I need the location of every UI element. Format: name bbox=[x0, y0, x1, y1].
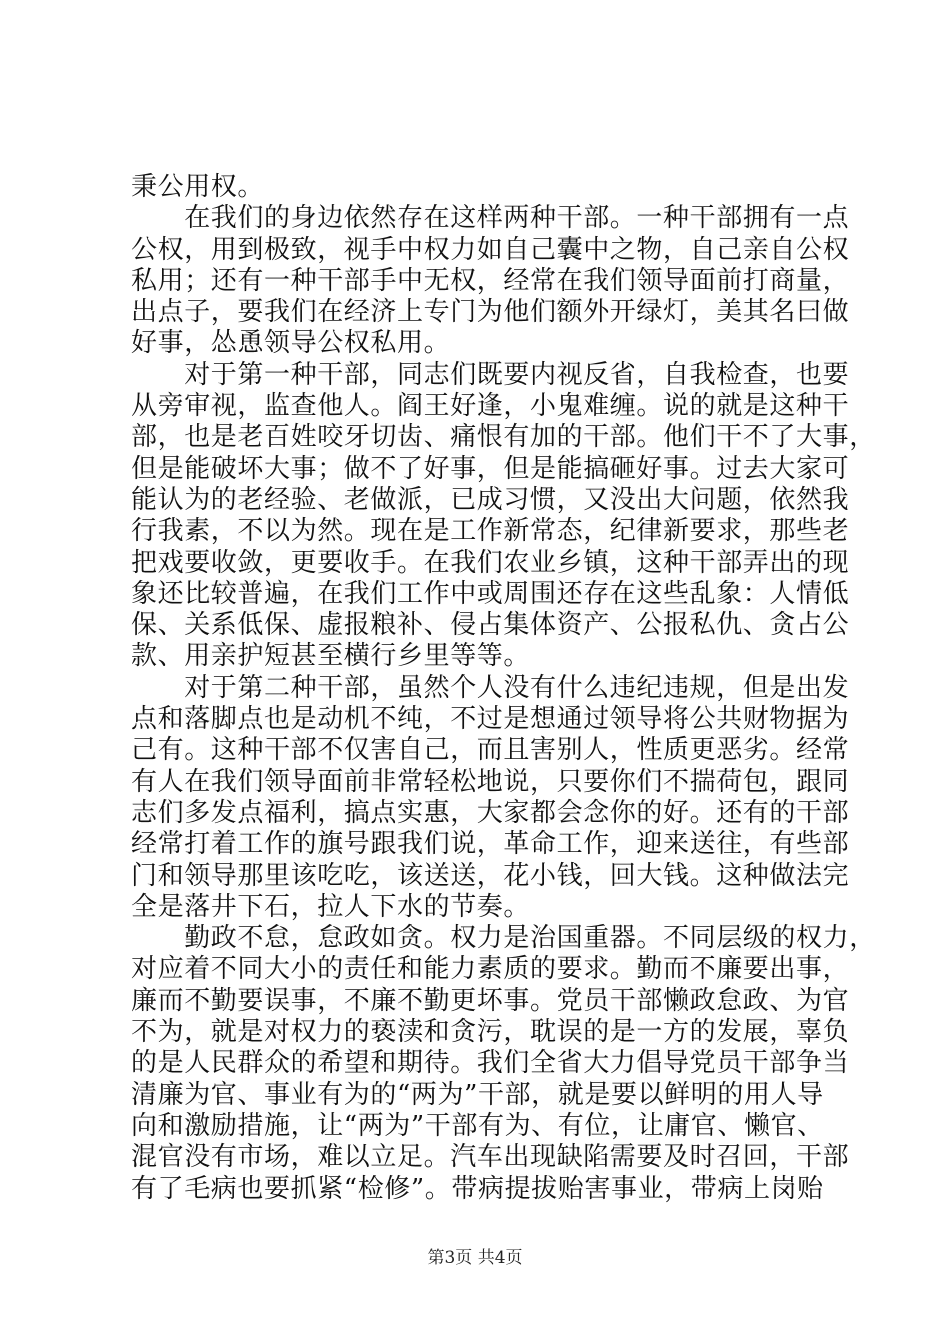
text-line: 出点子，要我们在经济上专门为他们额外开绿灯，美其名曰做 bbox=[131, 297, 850, 328]
text-line: 把戏要收敛，更要收手。在我们农业乡镇，这种干部弄出的现 bbox=[131, 547, 850, 578]
text-line: 全是落井下石，拉人下水的节奏。 bbox=[131, 891, 531, 922]
text-line: 混官没有市场，难以立足。汽车出现缺陷需要及时召回，干部 bbox=[131, 1142, 850, 1173]
text-line: 私用；还有一种干部手中无权，经常在我们领导面前打商量， bbox=[131, 265, 850, 296]
text-line: 秉公用权。 bbox=[131, 172, 265, 202]
text-line: 不为，就是对权力的亵渎和贪污，耽误的是一方的发展，辜负 bbox=[131, 1017, 850, 1048]
text-line: 在我们的身边依然存在这样两种干部。一种干部拥有一点 bbox=[131, 203, 850, 234]
text-line: 从旁审视，监查他人。阎王好逢，小鬼难缠。说的就是这种干 bbox=[131, 391, 850, 422]
text-line: 的是人民群众的希望和期待。我们全省大力倡导党员干部争当 bbox=[131, 1048, 850, 1079]
text-line: 对应着不同大小的责任和能力素质的要求。勤而不廉要出事， bbox=[131, 954, 850, 985]
text-line: 象还比较普遍，在我们工作中或周围还存在这些乱象：人情低 bbox=[131, 578, 850, 609]
text-line: 对于第二种干部，虽然个人没有什么违纪违规，但是出发 bbox=[131, 672, 850, 703]
text-line: 志们多发点福利，搞点实惠，大家都会念你的好。还有的干部 bbox=[131, 797, 850, 828]
text-line: 但是能破坏大事；做不了好事，但是能搞砸好事。过去大家可 bbox=[131, 453, 850, 484]
text-line: 点和落脚点也是动机不纯，不过是想通过领导将公共财物据为 bbox=[131, 704, 850, 735]
text-line: 廉而不勤要误事，不廉不勤更坏事。党员干部懒政怠政、为官 bbox=[131, 985, 850, 1016]
text-line: 公权，用到极致，视手中权力如自己囊中之物，自己亲自公权 bbox=[131, 234, 850, 265]
text-line: 有人在我们领导面前非常轻松地说，只要你们不揣荷包，跟同 bbox=[131, 766, 850, 797]
text-line: 好事，怂恿领导公权私用。 bbox=[131, 328, 451, 359]
text-line: 部，也是老百姓咬牙切齿、痛恨有加的干部。他们干不了大事， bbox=[131, 422, 876, 453]
page-footer: 第3页 共4页 bbox=[427, 1248, 523, 1268]
text-line: 门和领导那里该吃吃，该送送，花小钱，回大钱。这种做法完 bbox=[131, 860, 850, 891]
text-line: 己有。这种干部不仅害自己，而且害别人，性质更恶劣。经常 bbox=[131, 735, 850, 766]
text-line: 保、关系低保、虚报粮补、侵占集体资产、公报私仇、贪占公 bbox=[131, 610, 850, 641]
text-line: 向和激励措施，让“两为”干部有为、有位，让庸官、懒官、 bbox=[131, 1110, 824, 1141]
text-line: 行我素，不以为然。现在是工作新常态，纪律新要求，那些老 bbox=[131, 516, 850, 547]
text-line: 经常打着工作的旗号跟我们说，革命工作，迎来送往，有些部 bbox=[131, 829, 850, 860]
text-line: 勤政不怠，怠政如贪。权力是治国重器。不同层级的权力， bbox=[131, 923, 876, 954]
text-line: 能认为的老经验、老做派，已成习惯，又没出大问题，依然我 bbox=[131, 484, 850, 515]
text-line: 款、用亲护短甚至横行乡里等等。 bbox=[131, 641, 531, 672]
text-line: 对于第一种干部，同志们既要内视反省，自我检查，也要 bbox=[131, 359, 850, 390]
text-line: 有了毛病也要抓紧“检修”。带病提拔贻害事业，带病上岗贻 bbox=[131, 1173, 824, 1204]
body-text bbox=[131, 172, 876, 1205]
text-line: 清廉为官、事业有为的“两为”干部，就是要以鲜明的用人导 bbox=[131, 1079, 824, 1110]
